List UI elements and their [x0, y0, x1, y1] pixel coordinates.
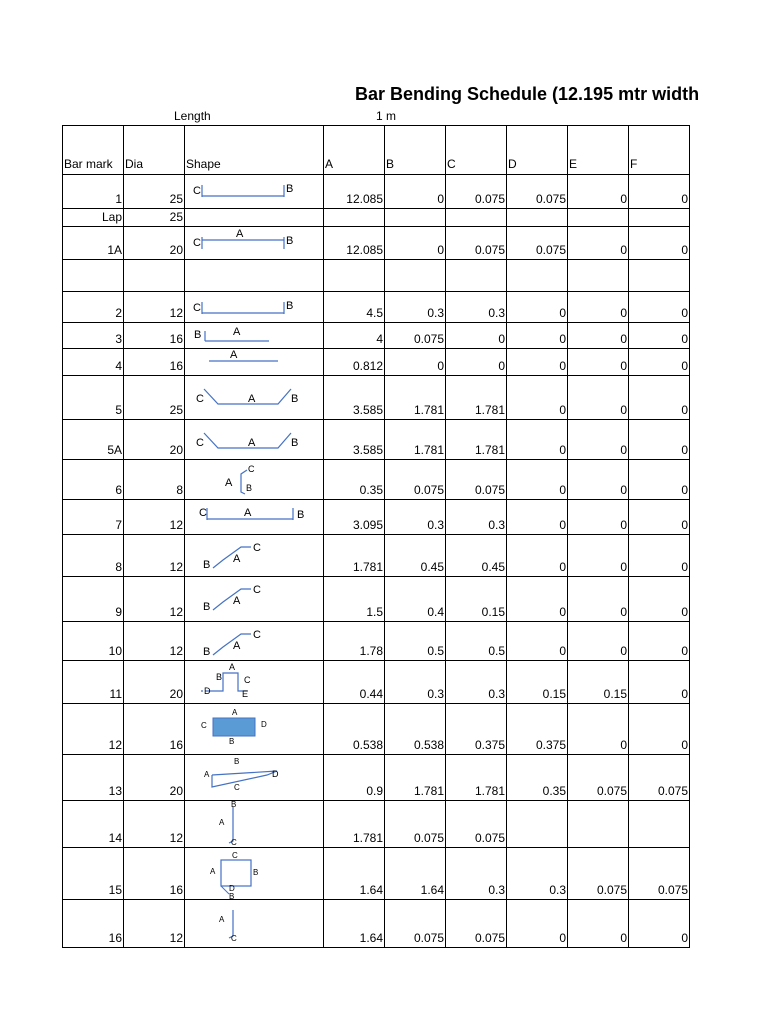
svg-text:B: B [291, 437, 299, 449]
dim-b-cell [385, 209, 446, 227]
table-row [63, 704, 690, 755]
dim-b-cell: 1.64 [385, 848, 446, 900]
svg-text:A: A [204, 770, 210, 779]
dim-d-cell: 0 [507, 420, 568, 460]
dim-b-cell: 0 [385, 227, 446, 260]
svg-text:C: C [253, 629, 261, 641]
dim-b-cell: 0.3 [385, 661, 446, 704]
dia-cell: 12 [124, 622, 185, 661]
svg-text:C: C [253, 542, 261, 554]
dim-b-cell: 0.45 [385, 535, 446, 577]
shape-cell [185, 848, 324, 900]
dia-cell: 8 [124, 460, 185, 500]
dim-b-cell [385, 260, 446, 292]
header-dia: Dia [124, 126, 185, 175]
bar-shape-straight [185, 349, 324, 376]
svg-text:C: C [232, 851, 238, 860]
dim-e-cell: 0 [568, 577, 629, 622]
svg-text:B: B [229, 892, 235, 900]
bar-mark-cell: 15 [63, 848, 124, 900]
dim-d-cell: 0.15 [507, 661, 568, 704]
table-row [63, 209, 690, 227]
svg-text:A: A [225, 477, 233, 489]
table-row [63, 900, 690, 948]
table-row [63, 848, 690, 900]
svg-text:C: C [196, 393, 204, 405]
dim-a-cell: 12.085 [324, 175, 385, 209]
bar-mark-cell: 7 [63, 500, 124, 535]
svg-text:D: D [204, 686, 211, 696]
bar-shape-none [185, 260, 324, 292]
svg-text:A: A [233, 553, 241, 565]
dim-e-cell: 0.075 [568, 848, 629, 900]
dim-e-cell: 0 [568, 460, 629, 500]
table-row [63, 323, 690, 349]
shape-cell [185, 900, 324, 948]
shape-cell [185, 460, 324, 500]
bar-shape-c-bar-a [185, 227, 324, 260]
dim-e-cell: 0 [568, 349, 629, 376]
table-row [63, 349, 690, 376]
dim-f-cell [629, 260, 690, 292]
shape-cell [185, 420, 324, 460]
dia-cell: 12 [124, 577, 185, 622]
table-row [63, 622, 690, 661]
svg-text:B: B [203, 559, 211, 571]
dim-c-cell: 0.15 [446, 577, 507, 622]
dim-b-cell: 1.781 [385, 420, 446, 460]
svg-text:A: A [248, 393, 256, 405]
dim-f-cell: 0 [629, 661, 690, 704]
dia-cell: 20 [124, 755, 185, 801]
svg-text:C: C [193, 237, 201, 249]
dim-c-cell: 0.075 [446, 900, 507, 948]
bar-shape-hat [185, 661, 324, 704]
svg-text:B: B [286, 300, 294, 312]
dim-e-cell: 0 [568, 900, 629, 948]
dim-e-cell: 0 [568, 535, 629, 577]
svg-text:B: B [229, 737, 235, 746]
dim-a-cell: 0.9 [324, 755, 385, 801]
bar-mark-cell: 2 [63, 292, 124, 323]
bar-mark-cell: 5A [63, 420, 124, 460]
svg-text:B: B [203, 646, 211, 658]
dia-cell: 25 [124, 376, 185, 420]
svg-text:A: A [230, 349, 238, 361]
svg-text:A: A [232, 708, 238, 717]
dim-d-cell [507, 801, 568, 848]
dim-c-cell: 0 [446, 349, 507, 376]
dim-c-cell: 0.075 [446, 801, 507, 848]
svg-text:C: C [193, 302, 201, 314]
svg-text:E: E [242, 689, 249, 699]
dim-f-cell: 0 [629, 376, 690, 420]
bar-shape-vertical-short [185, 900, 324, 948]
dim-d-cell: 0 [507, 535, 568, 577]
dim-a-cell: 3.585 [324, 376, 385, 420]
dim-c-cell: 1.781 [446, 376, 507, 420]
bar-shape-stirrup [185, 848, 324, 900]
length-label: Length [174, 109, 211, 123]
table-row [63, 755, 690, 801]
bar-shape-trough [185, 420, 324, 460]
table-row [63, 577, 690, 622]
dim-d-cell: 0.3 [507, 848, 568, 900]
dim-e-cell: 0 [568, 420, 629, 460]
dim-a-cell: 3.095 [324, 500, 385, 535]
table-row [63, 535, 690, 577]
table-row [63, 500, 690, 535]
dim-e-cell: 0 [568, 292, 629, 323]
dim-f-cell: 0 [629, 349, 690, 376]
bar-shape-wedge [185, 755, 324, 801]
bar-shape-zigzag [185, 577, 324, 622]
dim-f-cell: 0 [629, 292, 690, 323]
dim-f-cell: 0.075 [629, 848, 690, 900]
dim-f-cell: 0 [629, 227, 690, 260]
dim-b-cell: 0.075 [385, 460, 446, 500]
bar-mark-cell: 16 [63, 900, 124, 948]
bar-mark-cell: 11 [63, 661, 124, 704]
svg-text:C: C [199, 507, 207, 519]
table-row [63, 801, 690, 848]
dia-cell: 12 [124, 292, 185, 323]
svg-text:C: C [231, 838, 237, 847]
dim-f-cell: 0.075 [629, 755, 690, 801]
dim-a-cell [324, 260, 385, 292]
dia-cell: 16 [124, 704, 185, 755]
svg-text:A: A [233, 640, 241, 652]
header-c: C [446, 126, 507, 175]
svg-text:C: C [231, 934, 237, 943]
bar-shape-c-bar [185, 292, 324, 323]
dia-cell [124, 260, 185, 292]
dim-c-cell: 0.075 [446, 175, 507, 209]
dim-a-cell: 1.781 [324, 801, 385, 848]
dim-b-cell: 0.5 [385, 622, 446, 661]
bar-mark-cell: 8 [63, 535, 124, 577]
dim-e-cell: 0 [568, 227, 629, 260]
bar-mark-cell [63, 260, 124, 292]
svg-text:C: C [196, 437, 204, 449]
dim-d-cell: 0 [507, 349, 568, 376]
dia-cell: 16 [124, 323, 185, 349]
bar-mark-cell: 6 [63, 460, 124, 500]
dim-f-cell [629, 801, 690, 848]
dim-d-cell: 0.35 [507, 755, 568, 801]
dim-c-cell: 0.075 [446, 460, 507, 500]
bar-shape-zigzag [185, 535, 324, 577]
dim-b-cell: 0.538 [385, 704, 446, 755]
dim-c-cell: 0.375 [446, 704, 507, 755]
dim-b-cell: 1.781 [385, 755, 446, 801]
dim-d-cell: 0 [507, 292, 568, 323]
dim-b-cell: 0.3 [385, 500, 446, 535]
bar-shape-rect [185, 704, 324, 755]
header-shape: Shape [185, 126, 324, 175]
page-title: Bar Bending Schedule (12.195 mtr width [355, 84, 700, 104]
shape-cell [185, 801, 324, 848]
table-row [63, 460, 690, 500]
shape-cell [185, 227, 324, 260]
shape-cell [185, 622, 324, 661]
dim-c-cell: 0.3 [446, 292, 507, 323]
dim-e-cell: 0 [568, 376, 629, 420]
dim-e-cell [568, 801, 629, 848]
shape-cell [185, 755, 324, 801]
dim-a-cell: 0.44 [324, 661, 385, 704]
svg-text:A: A [248, 437, 256, 449]
dim-c-cell: 0.3 [446, 848, 507, 900]
dim-b-cell: 0.075 [385, 900, 446, 948]
svg-text:B: B [246, 483, 253, 493]
dim-c-cell: 0.075 [446, 227, 507, 260]
dim-d-cell: 0 [507, 460, 568, 500]
dim-d-cell: 0 [507, 577, 568, 622]
table-row [63, 420, 690, 460]
dim-e-cell: 0 [568, 323, 629, 349]
dim-d-cell: 0 [507, 323, 568, 349]
svg-text:A: A [244, 507, 252, 519]
dia-cell: 25 [124, 209, 185, 227]
dim-d-cell: 0.375 [507, 704, 568, 755]
dim-a-cell: 0.538 [324, 704, 385, 755]
dim-c-cell: 0.5 [446, 622, 507, 661]
dia-cell: 12 [124, 900, 185, 948]
bar-mark-cell: 14 [63, 801, 124, 848]
dim-f-cell: 0 [629, 420, 690, 460]
svg-text:B: B [253, 868, 259, 877]
length-value: 1 m [376, 109, 397, 123]
shape-cell [185, 349, 324, 376]
svg-text:A: A [233, 326, 241, 338]
bar-mark-cell: 12 [63, 704, 124, 755]
bar-shape-l-bar [185, 323, 324, 349]
svg-text:A: A [229, 662, 236, 672]
bar-mark-cell: 3 [63, 323, 124, 349]
dim-f-cell: 0 [629, 577, 690, 622]
shape-cell [185, 661, 324, 704]
header-bar-mark: Bar mark [63, 126, 124, 175]
bar-shape-c-bar-wide [185, 500, 324, 535]
dim-a-cell: 4 [324, 323, 385, 349]
dim-a-cell: 1.64 [324, 848, 385, 900]
header-row [63, 126, 690, 175]
dim-d-cell: 0 [507, 500, 568, 535]
svg-text:A: A [219, 818, 225, 827]
svg-text:D: D [229, 884, 235, 893]
bar-mark-cell: 5 [63, 376, 124, 420]
header-e: E [568, 126, 629, 175]
svg-text:B: B [231, 801, 237, 809]
dim-e-cell: 0 [568, 622, 629, 661]
dia-cell: 16 [124, 349, 185, 376]
svg-text:B: B [194, 329, 202, 341]
shape-cell [185, 704, 324, 755]
svg-text:A: A [210, 867, 216, 876]
dim-f-cell: 0 [629, 900, 690, 948]
dia-cell: 20 [124, 420, 185, 460]
shape-cell [185, 209, 324, 227]
dim-c-cell: 1.781 [446, 420, 507, 460]
svg-text:B: B [297, 509, 305, 521]
bar-mark-cell: 9 [63, 577, 124, 622]
svg-text:B: B [203, 601, 211, 613]
bar-mark-cell: 4 [63, 349, 124, 376]
table-row [63, 175, 690, 209]
svg-text:C: C [201, 721, 207, 730]
dim-a-cell: 1.78 [324, 622, 385, 661]
svg-text:C: C [244, 675, 251, 685]
dim-d-cell [507, 209, 568, 227]
dim-a-cell: 0.35 [324, 460, 385, 500]
dim-e-cell: 0 [568, 500, 629, 535]
svg-text:C: C [193, 185, 201, 197]
bar-mark-cell: 10 [63, 622, 124, 661]
dim-d-cell: 0 [507, 900, 568, 948]
header-b: B [385, 126, 446, 175]
svg-text:A: A [236, 228, 244, 240]
svg-text:B: B [216, 672, 223, 682]
dim-a-cell: 1.5 [324, 577, 385, 622]
dim-f-cell: 0 [629, 622, 690, 661]
dim-f-cell: 0 [629, 323, 690, 349]
dim-f-cell: 0 [629, 460, 690, 500]
table-row [63, 260, 690, 292]
dim-a-cell [324, 209, 385, 227]
dim-c-cell: 0.3 [446, 661, 507, 704]
bar-shape-vertical [185, 801, 324, 848]
dim-c-cell: 0.45 [446, 535, 507, 577]
dim-f-cell: 0 [629, 500, 690, 535]
dia-cell: 25 [124, 175, 185, 209]
bar-mark-cell: 1 [63, 175, 124, 209]
svg-text:B: B [234, 757, 240, 766]
bar-mark-cell: 13 [63, 755, 124, 801]
dim-a-cell: 3.585 [324, 420, 385, 460]
dim-b-cell: 0.3 [385, 292, 446, 323]
dim-f-cell: 0 [629, 535, 690, 577]
dim-c-cell: 1.781 [446, 755, 507, 801]
dim-d-cell: 0 [507, 376, 568, 420]
bar-bending-table [62, 125, 690, 948]
dim-c-cell: 0.3 [446, 500, 507, 535]
dim-e-cell [568, 260, 629, 292]
shape-cell [185, 292, 324, 323]
dim-d-cell: 0.075 [507, 175, 568, 209]
dim-b-cell: 0.075 [385, 323, 446, 349]
dim-c-cell: 0 [446, 323, 507, 349]
shape-cell [185, 500, 324, 535]
dia-cell: 12 [124, 500, 185, 535]
dia-cell: 12 [124, 535, 185, 577]
svg-text:A: A [219, 915, 225, 924]
table-row [63, 376, 690, 420]
dim-a-cell: 0.812 [324, 349, 385, 376]
shape-cell [185, 535, 324, 577]
dim-d-cell: 0.075 [507, 227, 568, 260]
bar-mark-cell: Lap [63, 209, 124, 227]
svg-text:B: B [286, 235, 294, 247]
svg-text:A: A [233, 595, 241, 607]
dim-b-cell: 1.781 [385, 376, 446, 420]
dim-e-cell: 0.15 [568, 661, 629, 704]
dim-e-cell: 0.075 [568, 755, 629, 801]
dim-f-cell [629, 209, 690, 227]
dim-d-cell: 0 [507, 622, 568, 661]
bar-shape-trough [185, 376, 324, 420]
svg-text:D: D [261, 720, 267, 729]
table-row [63, 227, 690, 260]
dia-cell: 16 [124, 848, 185, 900]
shape-cell [185, 577, 324, 622]
shape-cell [185, 376, 324, 420]
dia-cell: 12 [124, 801, 185, 848]
bar-mark-cell: 1A [63, 227, 124, 260]
dim-f-cell: 0 [629, 704, 690, 755]
dia-cell: 20 [124, 227, 185, 260]
bar-shape-zigzag [185, 622, 324, 661]
dim-a-cell: 1.781 [324, 535, 385, 577]
svg-text:C: C [248, 464, 255, 474]
dim-e-cell: 0 [568, 175, 629, 209]
table-row [63, 292, 690, 323]
shape-cell [185, 323, 324, 349]
dia-cell: 20 [124, 661, 185, 704]
shape-cell [185, 175, 324, 209]
svg-text:B: B [291, 393, 299, 405]
dim-d-cell [507, 260, 568, 292]
bar-shape-small-hook [185, 460, 324, 500]
svg-text:C: C [234, 783, 240, 792]
dim-b-cell: 0 [385, 349, 446, 376]
dim-b-cell: 0.075 [385, 801, 446, 848]
bar-shape-none [185, 209, 324, 227]
shape-cell [185, 260, 324, 292]
table-row [63, 661, 690, 704]
dim-f-cell: 0 [629, 175, 690, 209]
bar-shape-c-bar [185, 175, 324, 209]
svg-text:D: D [272, 769, 279, 779]
dim-b-cell: 0 [385, 175, 446, 209]
dim-a-cell: 4.5 [324, 292, 385, 323]
header-d: D [507, 126, 568, 175]
dim-e-cell: 0 [568, 704, 629, 755]
dim-a-cell: 12.085 [324, 227, 385, 260]
dim-a-cell: 1.64 [324, 900, 385, 948]
dim-b-cell: 0.4 [385, 577, 446, 622]
dim-c-cell [446, 209, 507, 227]
header-f: F [629, 126, 690, 175]
svg-text:B: B [286, 183, 294, 195]
svg-text:C: C [253, 584, 261, 596]
header-a: A [324, 126, 385, 175]
dim-c-cell [446, 260, 507, 292]
dim-e-cell [568, 209, 629, 227]
